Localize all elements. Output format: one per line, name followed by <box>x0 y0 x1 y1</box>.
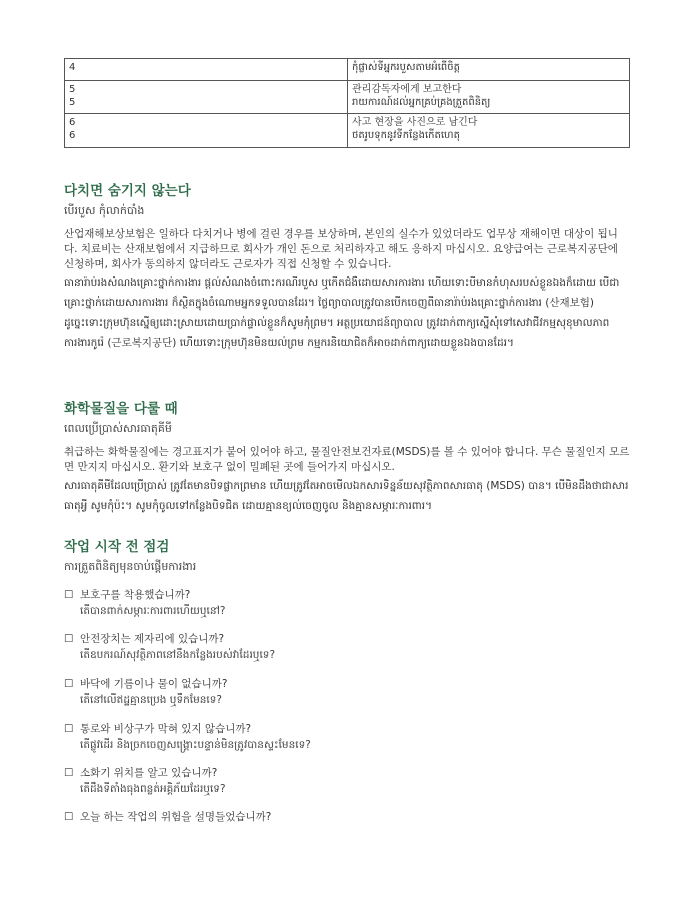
checkbox-icon[interactable]: ☐ <box>64 811 74 823</box>
injury-body-km: ធានារ៉ាប់រងសំណងគ្រោះថ្នាក់ការងារ ផ្តល់សំណងចំពោះករណីរបួស ឬកើតជំងឺដោយសារការងារ ហើយទោះបីមានកំហុសរបស់ខ្លួនឯងក៏ដោយ បើជាគ្រោះថ្នាក់ដោយសារការងារ ក៏ស្ថិតក្នុងចំណោមអ្នកទទួលបានដែរ។ ថ្លៃព្យាបាលត្រូវបានបើកចេញពីធានារ៉ាប់រងគ្រោះថ្នាក់ការងារ (산재보험) ដូច្នេះទោះក្រុមហ៊ុនស្នើឲ្យដោះស្រាយដោយប្រាក់ផ្ទាល់ខ្លួនក៏សូមកុំព្រម។ អត្ថប្រយោជន៍ព្យាបាល ត្រូវដាក់ពាក្យស្នើសុំទៅសេវាជីវកម្មសុខុមាលភាពការងារកូរ៉េ (근로복지공단) ហើយទោះក្រុមហ៊ុនមិនយល់ព្រម កម្មករនិយោជិតក៏អាចដាក់ពាក្យដោយខ្លួនឯងបានដែរ។ <box>64 277 620 349</box>
injury-heading: 다치면 숨기지 않는다 <box>64 183 191 199</box>
checklist-question-ko: 바닥에 기름이나 물이 없습니까? <box>80 678 228 690</box>
chemicals-subheading: ពេលប្រើប្រាស់សារធាតុគីមី <box>64 422 172 435</box>
checkbox-icon[interactable]: ☐ <box>64 678 74 690</box>
chemicals-section <box>64 400 630 516</box>
chemicals-heading: 화학물질을 다룰 때 <box>64 401 178 417</box>
step-number: 4 <box>69 62 76 73</box>
checklist-question-ko: 보호구를 착용했습니까? <box>80 589 191 601</box>
checklist-question-ko: 오늘 하는 작업의 위험을 설명들었습니까? <box>80 811 272 823</box>
chemicals-body-ko: 취급하는 화학물질에는 경고표지가 붙어 있어야 하고, 물질안전보건자료(MSDS)를 볼 수 있어야 합니다. 무슨 물질인지 모르면 만지지 마십시오. 환기와 보호구 없이 밀폐된 곳에 들어가지 마십시오. <box>64 446 630 473</box>
step-number-km: 5 <box>69 97 76 108</box>
step-number-cell <box>65 59 348 81</box>
step-number: 6 <box>69 117 76 128</box>
accident-steps-table <box>64 58 630 148</box>
step-text-cell <box>348 81 630 114</box>
checkbox-icon[interactable]: ☐ <box>64 633 74 645</box>
checklist-section <box>64 538 630 574</box>
checklist-item[interactable] <box>64 632 630 664</box>
step-text-km: រាយការណ៍ដល់អ្នកគ្រប់គ្រងត្រួតពិនិត្យ <box>352 97 491 108</box>
step-text-km: ថតរូបទុកនូវទីកន្លែងកើតហេតុ <box>352 130 460 141</box>
step-text-cell <box>348 114 630 148</box>
step-text-cell <box>348 59 630 81</box>
checklist-question-km: តើដឹងទីតាំងធុងពន្លត់អគ្គិភ័យដែរឬទេ? <box>80 783 226 795</box>
checklist-item[interactable] <box>64 810 630 824</box>
checklist-item[interactable] <box>64 677 630 709</box>
chemicals-body-km: សារធាតុគីមីដែលប្រើប្រាស់ ត្រូវតែមានបិទផ្លាកព្រមាន ហើយត្រូវតែអាចមើលឯកសារទិន្នន័យសុវត្ថិភាពសារធាតុ (MSDS) បាន។ បើមិនដឹងថាជាសារធាតុអ្វី សូមកុំប៉ះ។ សូមកុំចូលទៅកន្លែងបិទជិត ដោយគ្មានខ្យល់ចេញចូល និងគ្មានសម្ភារៈការពារ។ <box>64 480 629 512</box>
step-text-km: កុំផ្លាស់ទីអ្នករបួសតាមអំពើចិត្ត <box>352 62 460 73</box>
checklist-question-ko: 소화기 위치를 알고 있습니까? <box>80 767 218 779</box>
step-text-ko: 사고 현장을 사진으로 남긴다 <box>352 117 478 128</box>
checklist-subheading: ការត្រួតពិនិត្យមុនចាប់ផ្តើមការងារ <box>64 560 197 573</box>
table-row <box>65 81 630 114</box>
checkbox-icon[interactable]: ☐ <box>64 767 74 779</box>
step-number: 5 <box>69 84 76 95</box>
injury-subheading: បើរបួស កុំលាក់បាំង <box>64 204 145 217</box>
checkbox-icon[interactable]: ☐ <box>64 589 74 601</box>
checkbox-icon[interactable]: ☐ <box>64 723 74 735</box>
checklist-question-km: តើបានពាក់សម្ភារៈការពារហើយឬនៅ? <box>80 605 226 617</box>
step-number-cell <box>65 81 348 114</box>
injury-section <box>64 182 630 353</box>
injury-body-ko: 산업재해보상보험은 일하다 다치거나 병에 걸린 경우를 보상하며, 본인의 실수가 있었더라도 업무상 재해이면 대상이 됩니다. 치료비는 산재보험에서 지급하므로 회사가 개인 돈으로 처리하자고 해도 응하지 마십시오. 요양급여는 근로복지공단에 신청하며, 회사가 동의하지 않더라도 근로자가 직접 신청할 수 있습니다. <box>64 228 618 270</box>
step-number-cell <box>65 114 348 148</box>
checklist-question-km: តើនៅលើឥដ្ឋគ្មានប្រេង ឬទឹកមែនទេ? <box>80 694 223 706</box>
checklist-question-km: តើឧបករណ៍សុវត្ថិភាពនៅនឹងកន្លែងរបស់វាដែរឬទេ? <box>80 649 276 661</box>
checklist-question-km: តើផ្លូវដើរ និងច្រកចេញសង្គ្រោះបន្ទាន់មិនត្រូវបានស្ទះមែនទេ? <box>80 739 311 751</box>
checklist-question-ko: 통로와 비상구가 막혀 있지 않습니까? <box>80 723 252 735</box>
checklist-question-ko: 안전장치는 제자리에 있습니까? <box>80 633 225 645</box>
checklist-item[interactable] <box>64 722 630 754</box>
table-row <box>65 59 630 81</box>
checklist-item[interactable] <box>64 766 630 798</box>
checklist-heading: 작업 시작 전 점검 <box>64 539 170 555</box>
step-number-km: 6 <box>69 130 76 141</box>
table-row <box>65 114 630 148</box>
step-text-ko: 관리감독자에게 보고한다 <box>352 84 462 95</box>
checklist-item[interactable] <box>64 588 630 620</box>
